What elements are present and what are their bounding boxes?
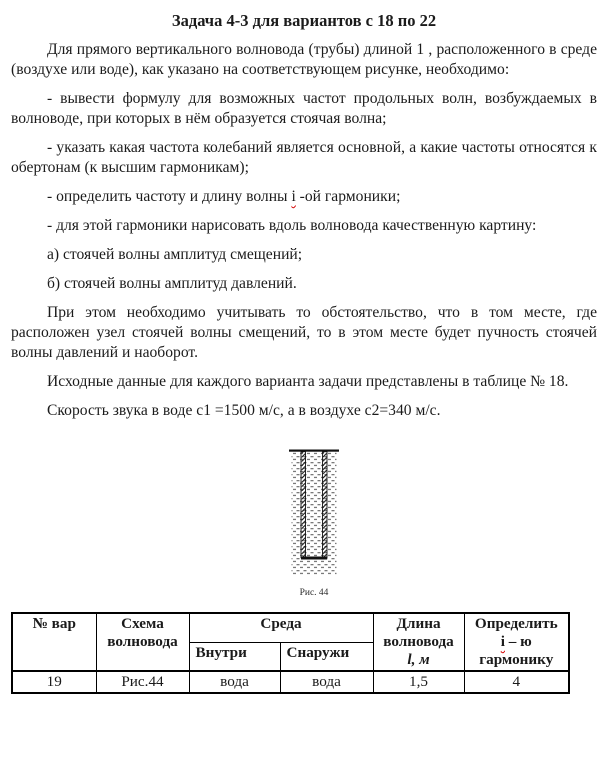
- paragraph-note: При этом необходимо учитывать то обстоятельство, что в том месте, где расположен узел стоячей волны смещений, то в этом месте будет пучность стоячей волны давлений и наоборот.: [11, 304, 597, 361]
- paragraph-sound-speed: Скорость звука в воде с1 =1500 м/с, а в воздухе с2=340 м/с.: [47, 402, 441, 419]
- determine-header-line3: гармонику: [479, 651, 554, 668]
- determine-header-rest: – ю: [504, 633, 532, 650]
- col-header-medium: Среда: [189, 613, 373, 642]
- col-header-determine: [464, 613, 569, 671]
- determine-header-line2: [469, 633, 565, 651]
- length-header-unit: l, м: [407, 651, 430, 668]
- figure-waveguide: [11, 449, 597, 600]
- paragraph-item-a: а) стоячей волны амплитуд смещений;: [47, 246, 303, 263]
- harmonic-text-pre: - определить частоту и длину волны: [47, 188, 292, 205]
- paragraph-intro: Для прямого вертикального волновода (трубы) длиной 1 , расположенного в среде (воздухе или воде), как указано на соответствующем рисунке, необходимо:: [11, 41, 597, 78]
- tube-wall-right: [323, 452, 328, 558]
- page-title: Задача 4-3 для вариантов с 18 по 22: [171, 11, 437, 30]
- paragraph-task-harmonic: [11, 187, 597, 207]
- length-header-title: Длина волновода: [383, 615, 454, 650]
- paragraph-task-draw: - для этой гармоники нарисовать вдоль волновода качественную картину:: [47, 217, 537, 234]
- col-header-outside: Снаружи: [280, 642, 373, 671]
- document-page: [0, 10, 608, 694]
- waveguide-diagram: [289, 449, 339, 579]
- cell-length: 1,5: [373, 671, 464, 693]
- harmonic-text-post: -ой гармоники;: [295, 188, 401, 205]
- spellcheck-marked-i-table: i: [500, 633, 505, 650]
- cell-harmonic: 4: [464, 671, 569, 693]
- spellcheck-marked-i: i: [291, 188, 296, 205]
- col-header-scheme: Схема волновода: [96, 613, 189, 671]
- figure-caption: Рис. 44: [299, 588, 329, 598]
- col-header-inside: Внутри: [189, 642, 280, 671]
- cell-outside: вода: [280, 671, 373, 693]
- paragraph-task-fundamental: - указать какая частота колебаний является основной, а какие частоты относятся к обертонам (к высшим гармоникам);: [11, 139, 597, 176]
- cell-inside: вода: [189, 671, 280, 693]
- table-data-row: [12, 671, 569, 693]
- surface-line: [289, 450, 339, 452]
- paragraph-item-b: б) стоячей волны амплитуд давлений.: [47, 275, 297, 292]
- variants-table: [11, 612, 570, 694]
- tube-bottom: [301, 557, 327, 560]
- tube-wall-left: [301, 452, 306, 558]
- col-header-variant: № вар: [12, 613, 96, 671]
- col-header-length: [373, 613, 464, 671]
- cell-scheme: Рис.44: [96, 671, 189, 693]
- determine-header-line1: Определить: [474, 615, 558, 632]
- paragraph-source-data: Исходные данные для каждого варианта задачи представлены в таблице № 18.: [47, 373, 569, 390]
- cell-variant: 19: [12, 671, 96, 693]
- table-header-row-1: [12, 613, 569, 642]
- paragraph-task-derive: - вывести формулу для возможных частот продольных волн, возбуждаемых в волноводе, при которых в нём образуется стоячая волна;: [11, 90, 597, 127]
